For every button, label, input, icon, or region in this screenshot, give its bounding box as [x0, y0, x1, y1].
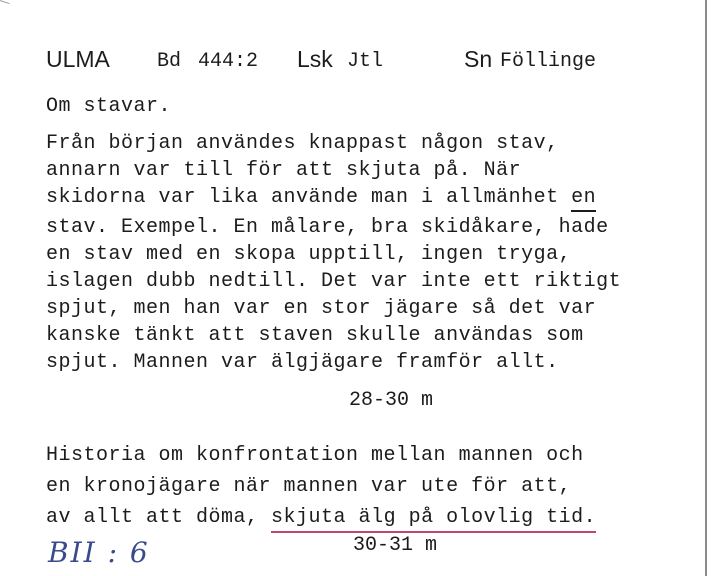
text-line: Historia om konfrontation mellan mannen och — [46, 444, 584, 467]
archive-name: ULMA — [46, 46, 110, 72]
text-line: stav. Exempel. En målare, bra skidåkare, hade — [46, 216, 609, 239]
text-line: spjut, men han var en stor jägare så det var — [46, 297, 597, 320]
sn-label: Sn — [464, 46, 493, 72]
text-segment: av allt att döma, — [46, 506, 272, 529]
text-line: islagen dubb nedtill. Det var inte ett riktigt — [46, 270, 622, 293]
page-ref: 30-31 m — [353, 534, 438, 557]
text-line: Från början användes knappast någon stav, — [46, 132, 559, 155]
text-line: en stav med en skopa upptill, ingen tryga, — [46, 243, 572, 266]
page-ref: 28-30 m — [349, 389, 434, 412]
underlined-word: en — [571, 186, 596, 212]
text-line — [46, 186, 596, 209]
corner-scratch — [0, 0, 10, 14]
text-line: en kronojägare när mannen var ute för att, — [46, 475, 572, 498]
sn-value: Föllinge — [500, 50, 597, 73]
text-line: kanske tänkt att staven skulle användas som — [46, 324, 584, 347]
bd-label: Bd — [157, 50, 182, 73]
lsk-value: Jtl — [347, 50, 384, 73]
text-line: Om stavar. — [46, 95, 172, 118]
lsk-label: Lsk — [297, 46, 333, 72]
text-line — [46, 506, 596, 529]
text-line: spjut. Mannen var älgjägare framför allt. — [46, 351, 559, 374]
handwritten-mark: BII : 6 — [48, 536, 150, 569]
text-segment: skidorna var lika använde man i allmänhet — [46, 186, 572, 209]
card-right-edge — [705, 0, 707, 576]
text-line: annarn var till för att skjuta på. När — [46, 159, 522, 182]
bd-value: 444:2 — [198, 50, 259, 73]
underlined-phrase: skjuta älg på olovlig tid. — [271, 506, 596, 533]
